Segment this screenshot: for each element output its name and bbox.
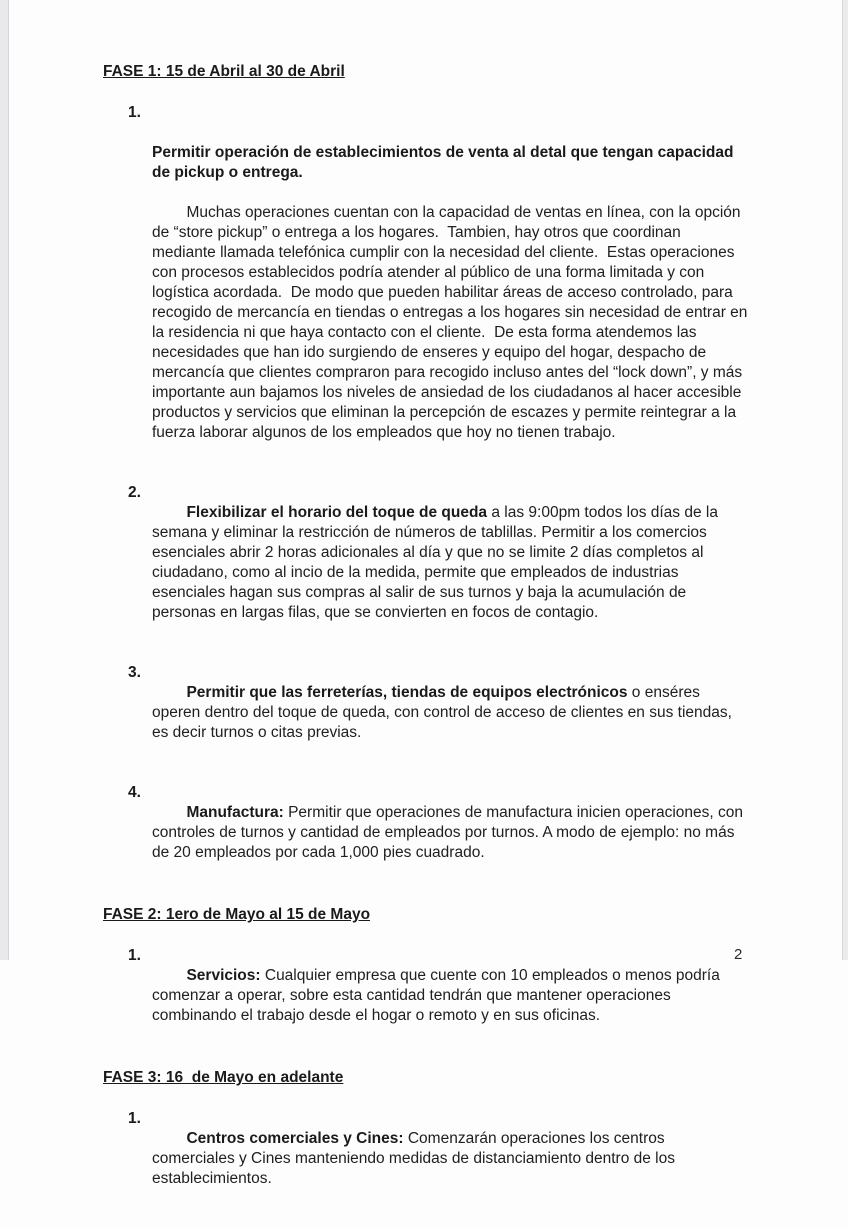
item-number: 2. [128, 484, 141, 501]
item-text [152, 103, 752, 463]
page-edge-right [842, 0, 848, 960]
item-lead: Flexibilizar el horario del toque de queda [186, 504, 488, 521]
list-item [128, 483, 751, 643]
item-number: 1. [128, 1110, 141, 1127]
list-item [128, 663, 751, 763]
item-text [152, 783, 748, 883]
list-item [128, 1109, 751, 1209]
item-body: o enséres operen dentro del toque de queda, con control de acceso de clientes en sus tiendas, es decir turnos o citas previas. [152, 684, 737, 741]
section-heading-fase-3: FASE 3: 16 de Mayo en adelante [103, 1069, 344, 1086]
item-lead: Servicios: [186, 967, 261, 984]
list-item [128, 946, 751, 1046]
item-body: a las 9:00pm todos los días de la semana y eliminar la restricción de números de tablillas. Permitir a los comercios esenciales abrir 2 horas adicionales al día y que no se limite 2 días completos al ciudadano, como al incio de la medida, permite que empleados de industrias esenciales hagan sus compras al salir de sus turnos y baja la acumulación de personas en largas filas, que se convierten en focos de contagio. [152, 504, 723, 621]
item-number: 4. [128, 784, 141, 801]
item-text [152, 483, 748, 643]
item-lead: Manufactura: [186, 804, 284, 821]
item-body: Permitir que operaciones de manufactura inicien operaciones, con controles de turnos y cantidad de empleados por turnos. A modo de ejemplo: no más de 20 empleados por cada 1,000 pies cuadrado. [152, 804, 748, 861]
list-item [128, 783, 751, 883]
item-text [152, 946, 748, 1046]
item-number: 1. [128, 104, 141, 121]
section-heading-fase-1: FASE 1: 15 de Abril al 30 de Abril [103, 63, 345, 80]
item-number: 3. [128, 664, 141, 681]
item-number: 1. [128, 947, 141, 964]
section-heading-fase-2: FASE 2: 1ero de Mayo al 15 de Mayo [103, 906, 371, 923]
item-text [152, 1109, 748, 1209]
page-edge-left [0, 0, 9, 960]
document-content [103, 62, 751, 1229]
item-lead: Permitir operación de establecimientos de venta al detal que tengan capacidad de pickup o entrega. [152, 144, 738, 181]
item-body: Cualquier empresa que cuente con 10 empleados o menos podría comenzar a operar, sobre esta cantidad tendrán que mantener operaciones combinando el trabajo desde el hogar o remoto y en sus oficinas. [152, 967, 725, 1024]
page-number: 2 [734, 946, 743, 963]
item-body: Muchas operaciones cuentan con la capacidad de ventas en línea, con la opción de “store pickup” o entrega a los hogares. Tambien, hay otros que coordinan mediante llamada telefónica cumplir con la necesidad del cliente. Estas operaciones con procesos establecidos podría atender al público de una forma limitada y con logística acordada. De modo que pueden habilitar áreas de acceso controlado, para recogido de mercancía en tiendas o entregas a los hogares sin necesidad de entrar en la residencia ni que haya contacto con el cliente. De esta forma atendemos las necesidades que han ido surgiendo de enseres y equipo del hogar, despacho de mercancía que clientes compraron para recogido incluso antes del “lock down”, y más importante aun bajamos los niveles de ansiedad de los ciudadanos al hacer accesible productos y servicios que eliminan la percepción de escazes y permite reintegrar a la fuerza laborar algunos de los empleados que hoy no tienen trabajo. [152, 204, 752, 441]
item-lead: Centros comerciales y Cines: [186, 1130, 404, 1147]
item-lead: Permitir que las ferreterías, tiendas de equipos electrónicos [186, 684, 628, 701]
item-text [152, 663, 748, 763]
list-item [128, 103, 751, 463]
item-body: Comenzarán operaciones los centros comerciales y Cines manteniendo medidas de distanciamiento dentro de los establecimientos. [152, 1130, 680, 1187]
